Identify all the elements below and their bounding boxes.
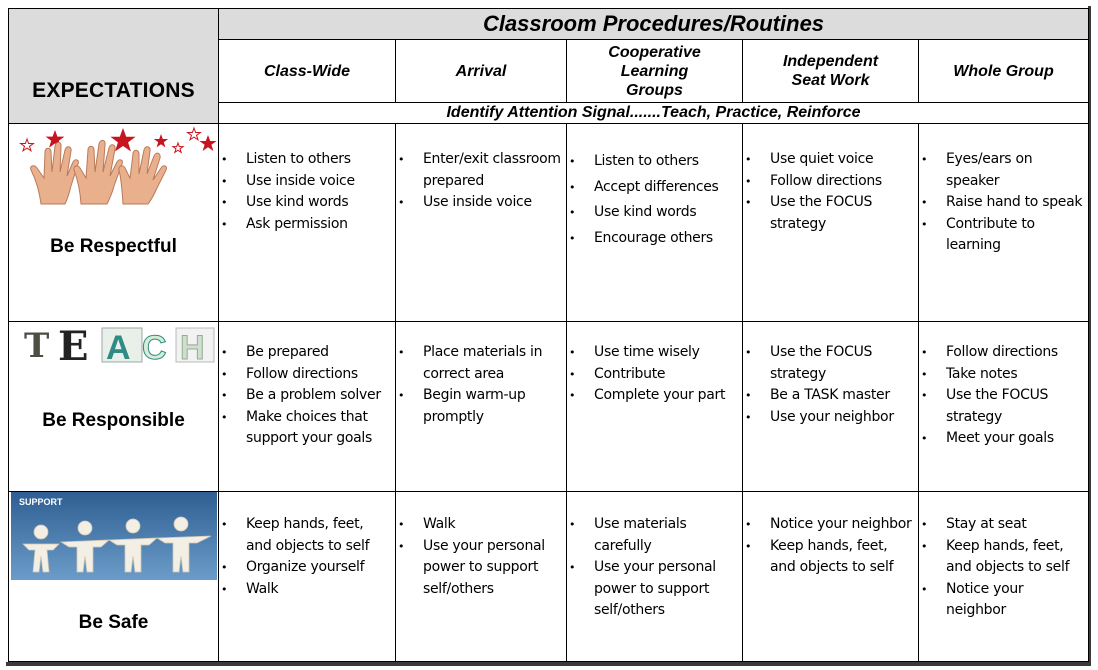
cell-responsible-cooperative (567, 322, 743, 492)
svg-text:C: C (141, 329, 167, 364)
table-row (9, 492, 1089, 662)
list-item: • Contribute (567, 364, 742, 386)
list-item: • Ask permission (219, 214, 395, 236)
cell-responsible-independent (743, 322, 919, 492)
svg-text:H: H (179, 329, 205, 364)
table-row (9, 124, 1089, 322)
cell-respectful-whole-group (919, 124, 1089, 322)
list-item: • Place materials in correct area (396, 342, 566, 385)
cell-safe-arrival (396, 492, 567, 662)
list-item: • Encourage others (567, 226, 742, 252)
list-item: • Eyes/ears on speaker (919, 149, 1088, 192)
list-item: • Keep hands, feet, and objects to self (219, 514, 395, 557)
column-header-whole-group: Whole Group (919, 40, 1089, 103)
list-item: • Listen to others (567, 149, 742, 175)
list-item: • Stay at seat (919, 514, 1088, 536)
attention-signal-banner: Identify Attention Signal.......Teach, Practice, Reinforce (219, 103, 1089, 124)
cell-responsible-class-wide (219, 322, 396, 492)
row-label-be-respectful: Be Respectful (9, 124, 219, 322)
list-item: • Be a TASK master (743, 385, 918, 407)
table-row (9, 322, 1089, 492)
list-item: • Be a problem solver (219, 385, 395, 407)
list-item: • Use materials carefully (567, 514, 742, 557)
row-label-be-responsible: T E A C H Be Responsible (9, 322, 219, 492)
cell-safe-whole-group (919, 492, 1089, 662)
list-item: • Be prepared (219, 342, 395, 364)
cell-responsible-arrival (396, 322, 567, 492)
svg-text:A: A (105, 329, 131, 364)
list-item: • Listen to others (219, 149, 395, 171)
list-item: • Organize yourself (219, 557, 395, 579)
list-item: • Walk (396, 514, 566, 536)
teach-letter-blocks-image (12, 324, 216, 364)
list-item: • Contribute to learning (919, 214, 1088, 257)
list-item: • Accept differences (567, 175, 742, 201)
list-item: • Use your neighbor (743, 407, 918, 429)
cell-respectful-independent (743, 124, 919, 322)
row-label-be-safe: SUPPORT Be Safe (9, 492, 219, 662)
list-item: • Meet your goals (919, 428, 1088, 450)
list-item: • Raise hand to speak (919, 192, 1088, 214)
list-item: • Use kind words (219, 192, 395, 214)
list-item: • Begin warm-up promptly (396, 385, 566, 428)
cell-respectful-cooperative (567, 124, 743, 322)
cell-respectful-class-wide (219, 124, 396, 322)
list-item: • Make choices that support your goals (219, 407, 395, 450)
column-header-arrival: Arrival (396, 40, 567, 103)
column-header-independent: Independent Seat Work (743, 40, 919, 103)
list-item: • Use inside voice (396, 192, 566, 214)
list-item: • Keep hands, feet, and objects to self (919, 536, 1088, 579)
list-item: • Use quiet voice (743, 149, 918, 171)
cell-safe-cooperative (567, 492, 743, 662)
list-item: • Use time wisely (567, 342, 742, 364)
column-header-class-wide: Class-Wide (219, 40, 396, 103)
support-paper-people-image (11, 492, 217, 580)
svg-text:SUPPORT: SUPPORT (18, 497, 63, 507)
svg-text:T: T (23, 326, 49, 364)
list-item: • Keep hands, feet, and objects to self (743, 536, 918, 579)
list-item: • Follow directions (919, 342, 1088, 364)
list-item: • Use kind words (567, 200, 742, 226)
list-item: • Notice your neighbor (919, 579, 1088, 622)
list-item: • Follow directions (219, 364, 395, 386)
list-item: • Use the FOCUS strategy (743, 192, 918, 235)
list-item: • Use your personal power to support self/others (567, 557, 742, 622)
expectations-header: EXPECTATIONS (9, 9, 219, 124)
cell-responsible-whole-group (919, 322, 1089, 492)
list-item: • Enter/exit classroom prepared (396, 149, 566, 192)
list-item: • Walk (219, 579, 395, 601)
cell-safe-class-wide (219, 492, 396, 662)
list-item: • Use the FOCUS strategy (743, 342, 918, 385)
list-item: • Take notes (919, 364, 1088, 386)
list-item: • Use your personal power to support self/others (396, 536, 566, 601)
list-item: • Follow directions (743, 171, 918, 193)
procedures-matrix (8, 8, 1089, 662)
column-header-cooperative: Cooperative Learning Groups (567, 40, 743, 103)
cell-safe-independent (743, 492, 919, 662)
list-item: • Complete your part (567, 385, 742, 407)
list-item: • Use inside voice (219, 171, 395, 193)
list-item: • Use the FOCUS strategy (919, 385, 1088, 428)
cell-respectful-arrival (396, 124, 567, 322)
svg-text:E: E (57, 324, 88, 364)
raised-hands-stars-image (11, 126, 217, 206)
page-title: Classroom Procedures/Routines (219, 9, 1089, 40)
list-item: • Notice your neighbor (743, 514, 918, 536)
